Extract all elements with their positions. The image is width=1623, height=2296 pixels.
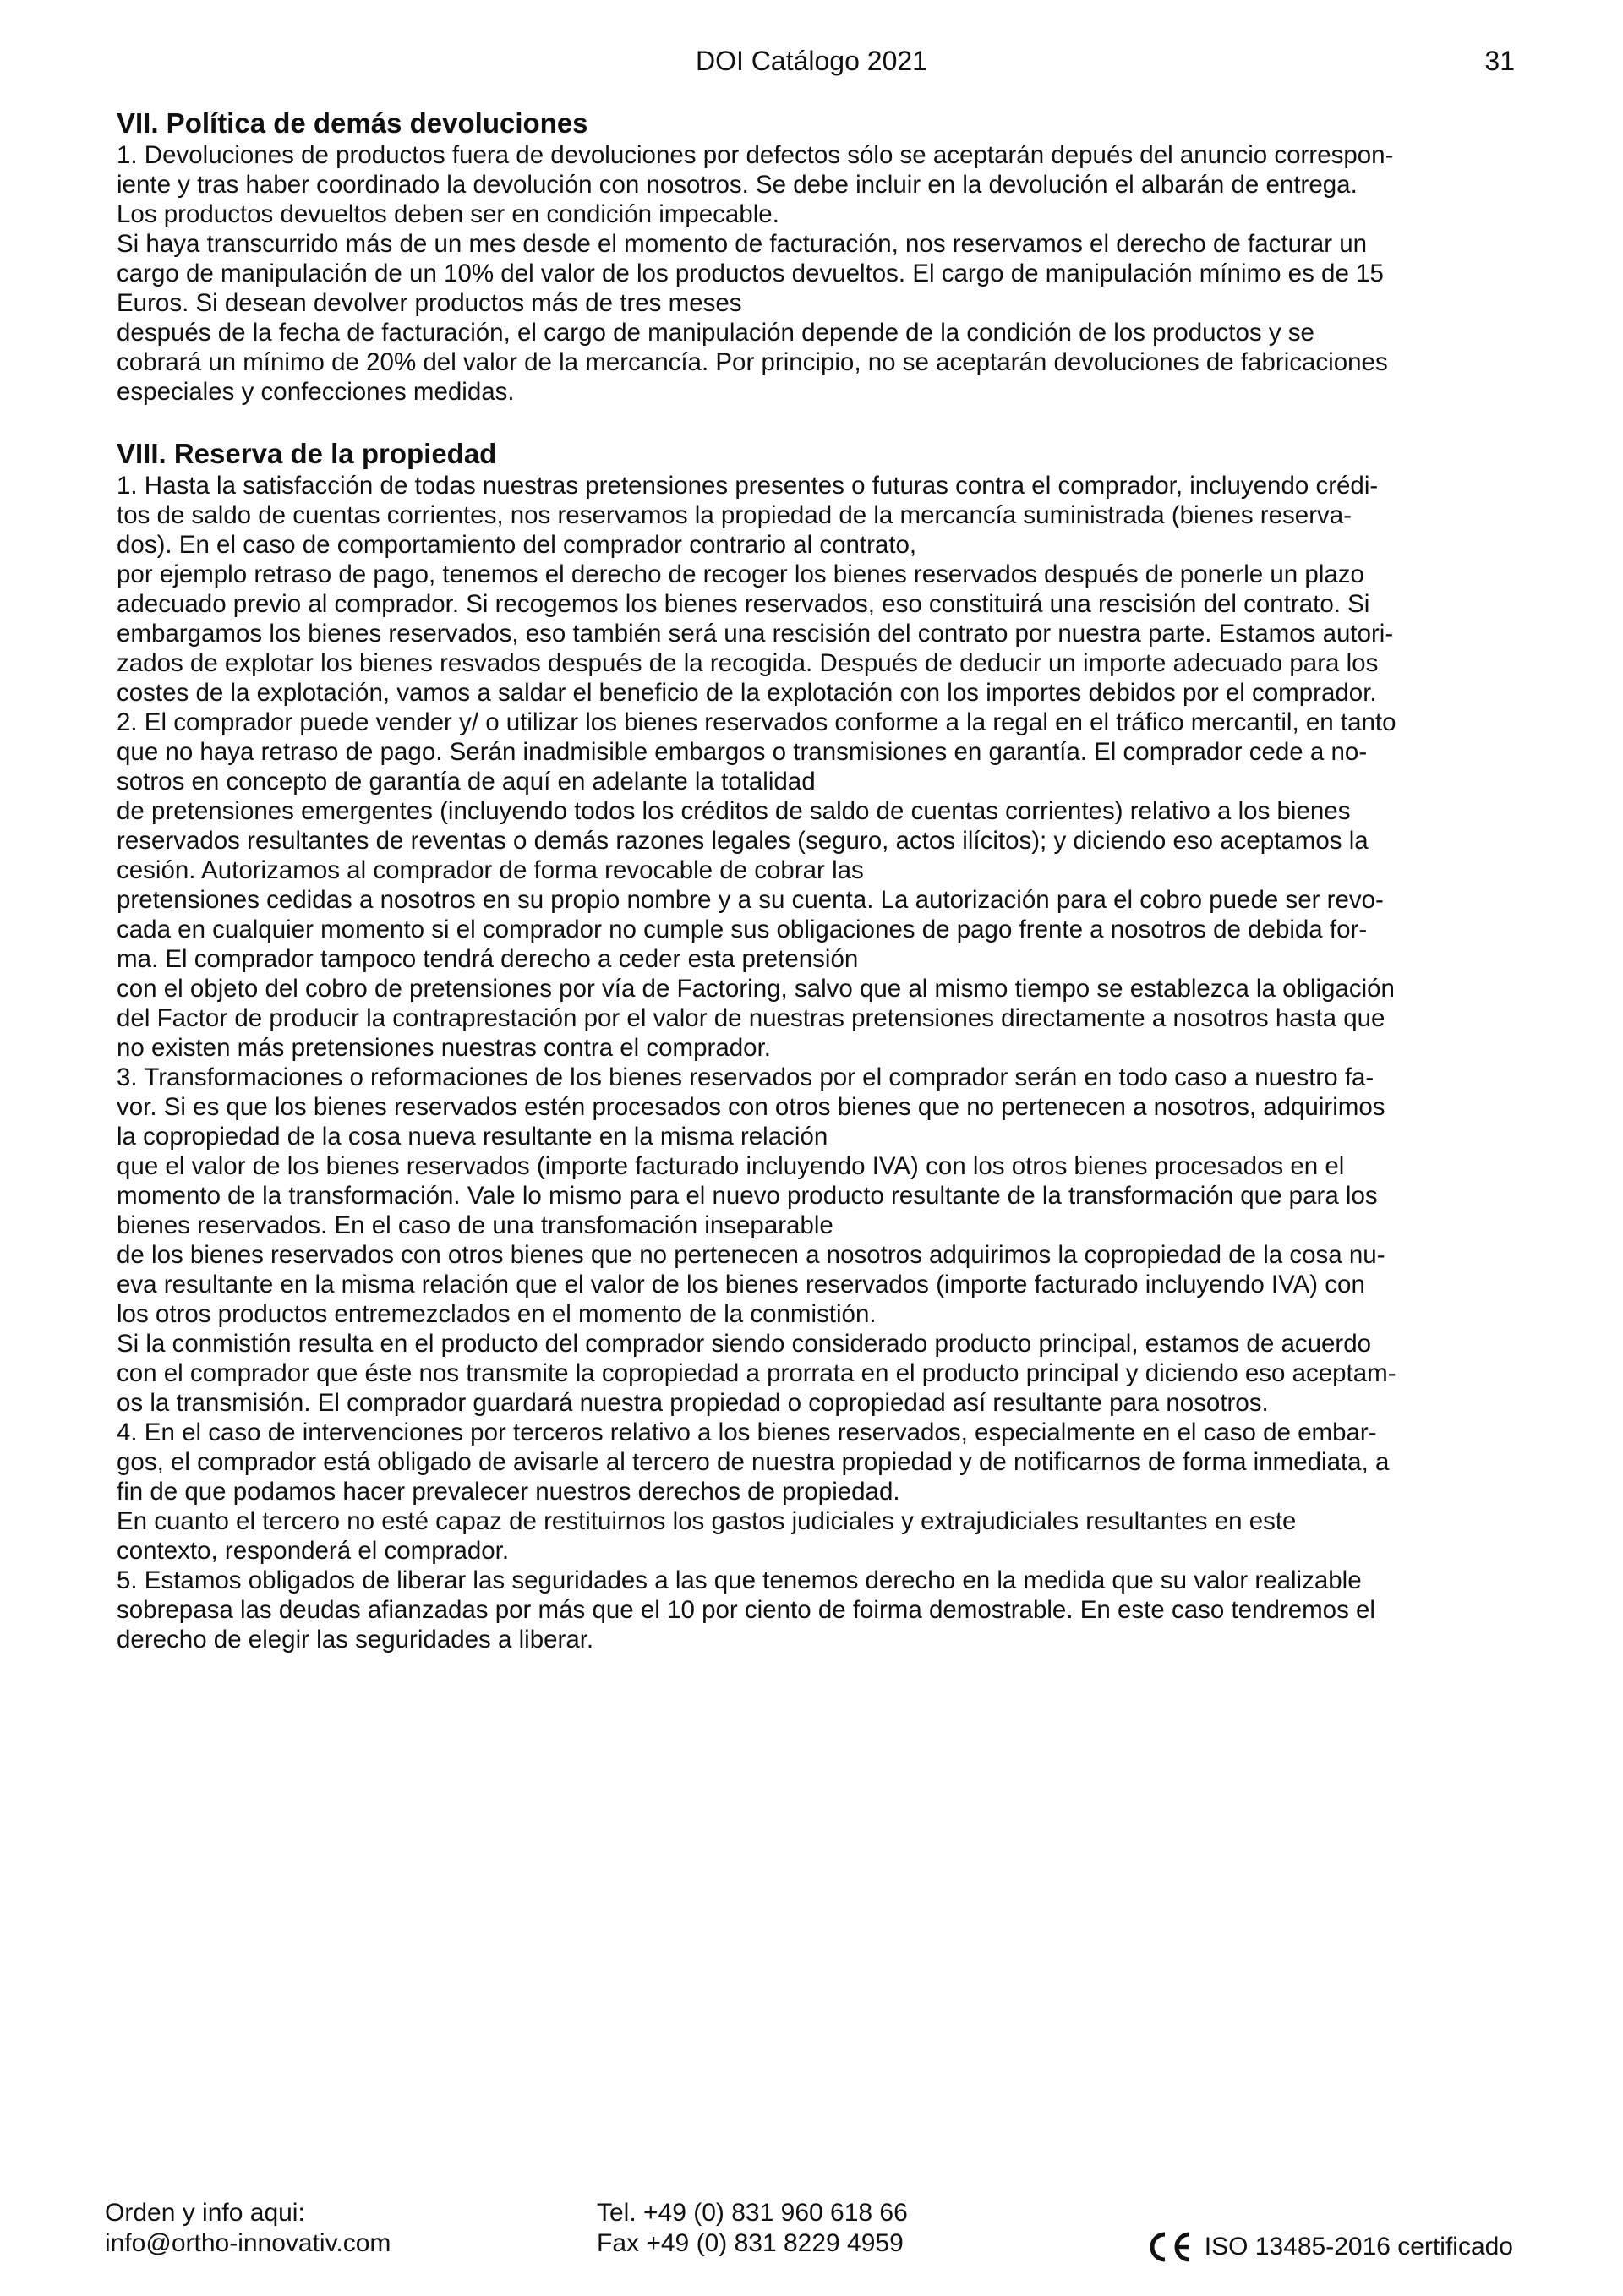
body-line: de los bienes reservados con otros bienes que no pertenecen a nosotros adquirimos la copropiedad de la cosa nu- (117, 1241, 1385, 1269)
body-line: después de la fecha de facturación, el cargo de manipulación depende de la condición de los productos y se (117, 319, 1314, 347)
body-line: bienes reservados. En el caso de una transfomación inseparable (117, 1211, 833, 1239)
page-content (117, 107, 1516, 1654)
body-line: 4. En el caso de intervenciones por terceros relativo a los bienes reservados, especialmente en el caso de embar- (117, 1419, 1377, 1446)
body-line: cobrará un mínimo de 20% del valor de la mercancía. Por principio, no se aceptarán devoluciones de fabricaciones (117, 348, 1388, 376)
body-line: pretensiones cedidas a nosotros en su propio nombre y a su cuenta. La autorización para el cobro puede ser revo- (117, 886, 1384, 914)
body-line: gos, el comprador está obligado de avisarle al tercero de nuestra propiedad y de notificarnos de forma inmediata, a (117, 1448, 1390, 1476)
body-line: contexto, responderá el comprador. (117, 1537, 510, 1565)
body-line: En cuanto el tercero no esté capaz de restituirnos los gastos judiciales y extrajudiciales resultantes en este (117, 1507, 1297, 1535)
catalog-title: DOI Catálogo 2021 (696, 46, 927, 76)
body-line: los otros productos entremezclados en el momento de la conmistión. (117, 1300, 877, 1328)
body-line: Si la conmistión resulta en el producto del comprador siendo considerado producto principal, estamos de acuerdo (117, 1330, 1372, 1358)
body-line: cada en cualquier momento si el comprador no cumple sus obligaciones de pago frente a nosotros de debida for- (117, 916, 1368, 943)
body-line: derecho de elegir las seguridades a liberar. (117, 1626, 594, 1654)
body-line: del Factor de producir la contraprestación por el valor de nuestras pretensiones directamente a nosotros hasta que (117, 1004, 1385, 1032)
body-line: 3. Transformaciones o reformaciones de los bienes reservados por el comprador serán en todo caso a nuestro fa- (117, 1063, 1374, 1091)
section-body (117, 140, 1516, 407)
body-line: de pretensiones emergentes (incluyendo todos los créditos de saldo de cuentas corrientes) relativo a los bienes (117, 797, 1351, 825)
footer-phone (597, 2198, 908, 2259)
body-line: embargamos los bienes reservados, eso también será una rescisión del contrato por nuestra parte. Estamos autori- (117, 620, 1394, 648)
body-line: zados de explotar los bienes resvados después de la recogida. Después de deducir un importe adecuado para los (117, 649, 1379, 677)
body-line: que el valor de los bienes reservados (importe facturado incluyendo IVA) con los otros bienes procesados en el (117, 1152, 1345, 1180)
body-line: Los productos devueltos deben ser en condición impecable. (117, 200, 779, 228)
body-line: con el comprador que éste nos transmite la copropiedad a prorrata en el producto principal y diciendo eso aceptam- (117, 1359, 1396, 1387)
body-line: vor. Si es que los bienes reservados estén procesados con otros bienes que no pertenecen a nosotros, adquirimos (117, 1093, 1385, 1121)
footer-tel: Tel. +49 (0) 831 960 618 66 (597, 2199, 908, 2227)
body-line: dos). En el caso de comportamiento del comprador contrario al contrato, (117, 531, 917, 559)
footer-contact (105, 2198, 391, 2259)
body-line: iente y tras haber coordinado la devolución con nosotros. Se debe incluir en la devolución el albarán de entrega. (117, 171, 1358, 199)
body-line: sobrepasa las deudas afianzadas por más que el 10 por ciento de foirma demostrable. En este caso tendremos el (117, 1596, 1375, 1624)
section-heading: VII. Política de demás devoluciones (117, 107, 588, 139)
ce-mark-icon (1144, 2230, 1193, 2264)
body-line: adecuado previo al comprador. Si recogemos los bienes reservados, eso constituirá una rescisión del contrato. Si (117, 590, 1370, 618)
body-line: tos de saldo de cuentas corrientes, nos reservamos la propiedad de la mercancía suministrada (bienes reserva- (117, 501, 1352, 529)
body-line: 2. El comprador puede vender y/ o utilizar los bienes reservados conforme a la regal en el tráfico mercantil, en tanto (117, 708, 1396, 736)
body-line: la copropiedad de la cosa nueva resultante en la misma relación (117, 1123, 828, 1151)
section-heading: VIII. Reserva de la propiedad (117, 438, 497, 469)
body-line: que no haya retraso de pago. Serán inadmisible embargos o transmisiones en garantía. El comprador cede a no- (117, 738, 1368, 766)
body-line: sotros en concepto de garantía de aquí en adelante la totalidad (117, 768, 816, 795)
page-number: 31 (1484, 46, 1515, 76)
body-line: 1. Hasta la satisfacción de todas nuestras pretensiones presentes o futuras contra el comprador, incluyendo crédi- (117, 472, 1379, 500)
body-line: Si haya transcurrido más de un mes desde el momento de facturación, nos reservamos el derecho de facturar un (117, 230, 1368, 258)
body-line: eva resultante en la misma relación que el valor de los bienes reservados (importe facturado incluyendo IVA) con (117, 1271, 1365, 1298)
section-property-reservation (117, 437, 1516, 1654)
page-header (0, 41, 1623, 81)
body-line: especiales y confecciones medidas. (117, 378, 515, 406)
body-line: reservados resultantes de reventas o demás razones legales (seguro, actos ilícitos); y diciendo eso aceptamos la (117, 827, 1369, 855)
footer-email[interactable]: info@ortho-innovativ.com (105, 2229, 391, 2257)
footer-certification (1144, 2230, 1513, 2264)
body-line: 5. Estamos obligados de liberar las seguridades a las que tenemos derecho en la medida que su valor realizable (117, 1566, 1362, 1594)
body-line: cargo de manipulación de un 10% del valor de los productos devueltos. El cargo de manipulación mínimo es de 15 (117, 260, 1384, 287)
footer-fax: Fax +49 (0) 831 8229 4959 (597, 2229, 904, 2257)
page-footer (0, 2198, 1623, 2266)
body-line: os la transmisión. El comprador guardará nuestra propiedad o copropiedad así resultante para nosotros. (117, 1389, 1269, 1417)
body-line: ma. El comprador tampoco tendrá derecho a ceder esta pretensión (117, 945, 859, 973)
body-line: Euros. Si desean devolver productos más de tres meses (117, 289, 742, 317)
body-line: cesión. Autorizamos al comprador de forma revocable de cobrar las (117, 856, 864, 884)
body-line: por ejemplo retraso de pago, tenemos el derecho de recoger los bienes reservados después de ponerle un plazo (117, 560, 1364, 588)
body-line: 1. Devoluciones de productos fuera de devoluciones por defectos sólo se aceptarán depués del anuncio correspon- (117, 141, 1394, 169)
footer-order-label: Orden y info aqui: (105, 2199, 305, 2227)
section-body (117, 471, 1516, 1654)
body-line: fin de que podamos hacer prevalecer nuestros derechos de propiedad. (117, 1478, 900, 1506)
body-line: con el objeto del cobro de pretensiones por vía de Factoring, salvo que al mismo tiempo se establezca la obligación (117, 975, 1395, 1003)
body-line: momento de la transformación. Vale lo mismo para el nuevo producto resultante de la transformación que para los (117, 1182, 1378, 1210)
footer-iso-text: ISO 13485-2016 certificado (1204, 2233, 1513, 2260)
section-return-policy (117, 107, 1516, 407)
body-line: costes de la explotación, vamos a saldar el beneficio de la explotación con los importes debidos por el comprador. (117, 679, 1377, 707)
body-line: no existen más pretensiones nuestras contra el comprador. (117, 1034, 771, 1062)
